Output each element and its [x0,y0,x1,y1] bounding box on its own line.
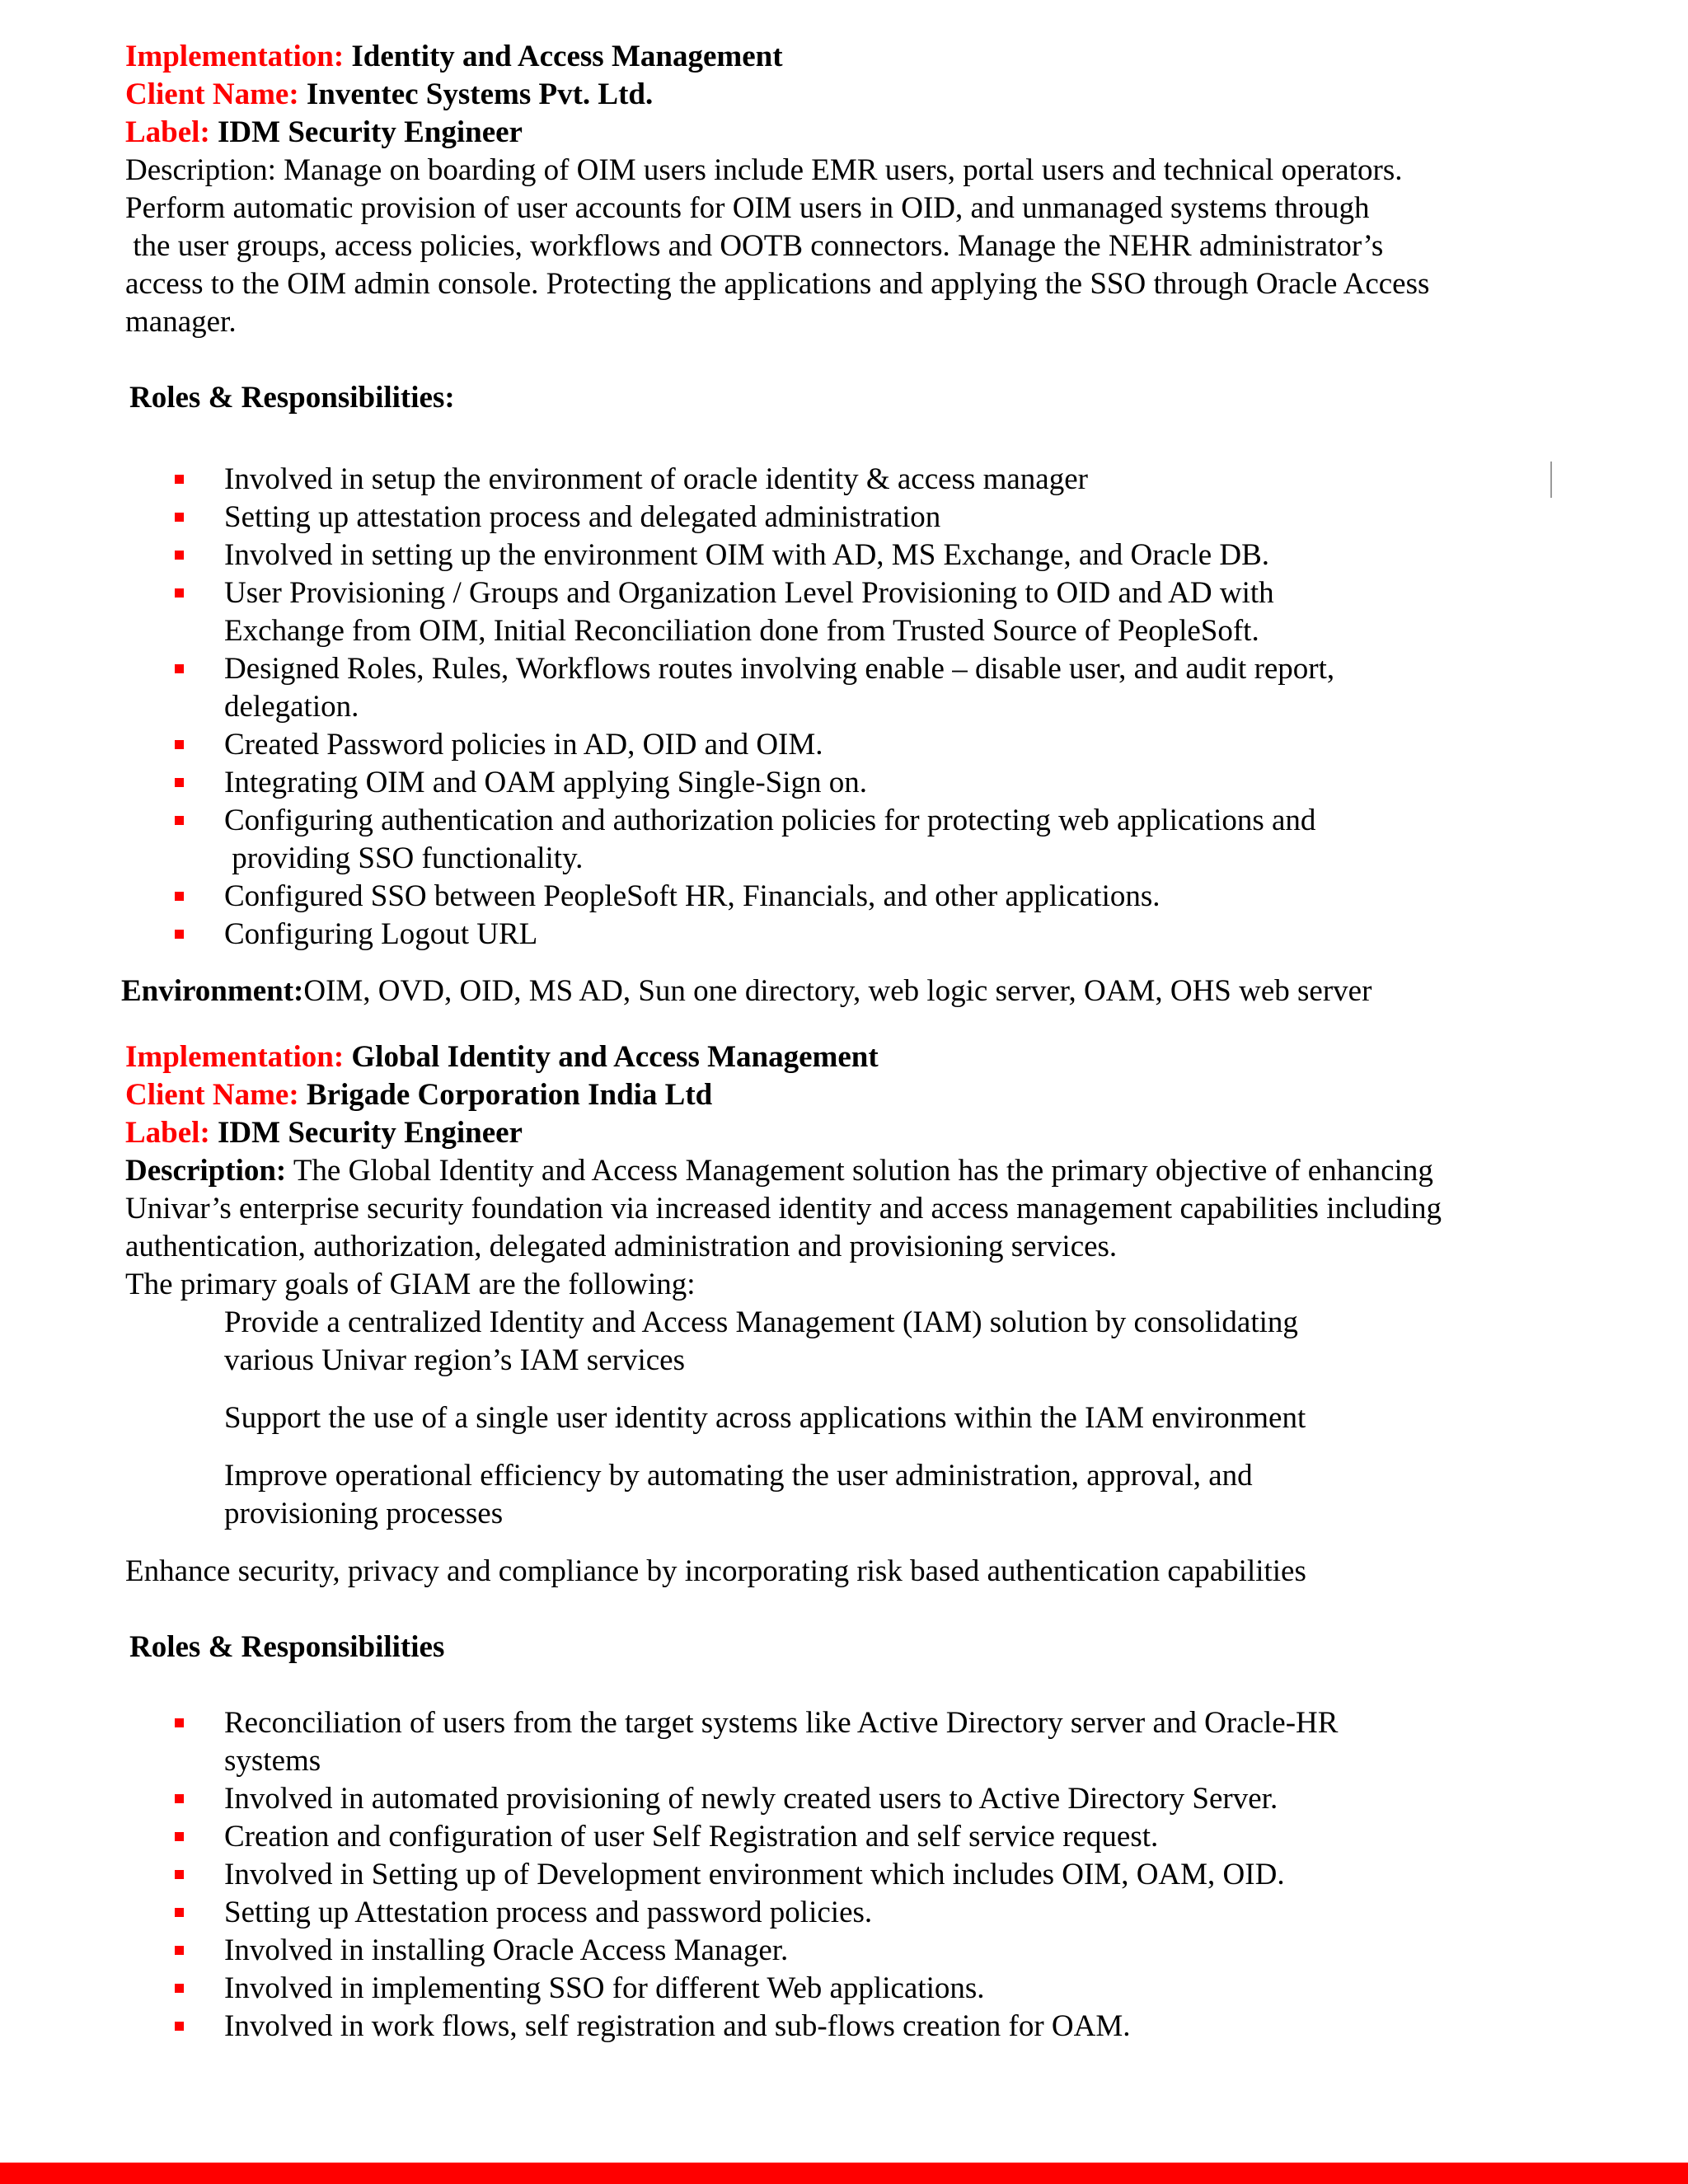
bullet-square-icon [175,475,184,484]
description-line: Perform automatic provision of user accounts for OIM users in OID, and unmanaged systems through [125,191,1370,225]
bullet-square-icon [175,588,184,598]
description-line: Univar’s enterprise security foundation via increased identity and access management capabilities including [125,1192,1442,1226]
client-line [125,76,1559,114]
list-item: Involved in work flows, self registration and sub-flows creation for OAM. [125,2008,1559,2046]
role-label: Label: [125,115,210,149]
description-line: the user groups, access policies, workflows and OOTB connectors. Manage the NEHR administrator’s [125,229,1384,263]
implementation-value: Global Identity and Access Management [351,1040,879,1074]
description-label: Description: [125,1154,287,1188]
bullet-square-icon [175,1718,184,1727]
list-item: Involved in automated provisioning of newly created users to Active Directory Server. [125,1780,1559,1818]
implementation-label: Implementation: [125,40,345,73]
description-line: access to the OIM admin console. Protecting the applications and applying the SSO through Oracle Access [125,267,1430,301]
list-item: Designed Roles, Rules, Workflows routes involving enable – disable user, and audit report, delegation. [125,650,1559,726]
list-item: Configuring Logout URL [125,916,1559,954]
client-value: Brigade Corporation India Ltd [306,1078,713,1112]
role-label: Label: [125,1116,210,1150]
bullet-square-icon [175,664,184,673]
role-value: IDM Security Engineer [218,1116,523,1150]
description-line: The Global Identity and Access Management solution has the primary objective of enhancing [286,1154,1433,1188]
list-item: Setting up attestation process and delegated administration [125,499,1559,537]
bullet-square-icon [175,892,184,901]
client-line [125,1076,1559,1114]
bullet-square-icon [175,1984,184,1993]
bullet-square-icon [175,513,184,522]
description-line: Description: Manage on boarding of OIM users include EMR users, portal users and technical operators. [125,153,1403,187]
bullet-square-icon [175,1794,184,1803]
implementation-line [125,1038,1559,1076]
roles-heading: Roles & Responsibilities [129,1630,445,1664]
implementation-value: Identity and Access Management [351,40,783,73]
bullet-square-icon [175,1908,184,1917]
list-item: Configuring authentication and authorization policies for protecting web applications and providing SSO functionality. [125,802,1559,878]
goal-item: Provide a centralized Identity and Access Management (IAM) solution by consolidating various Univar region’s IAM services [224,1305,1298,1377]
responsibilities-list [125,1704,1559,2046]
bullet-square-icon [175,551,184,560]
list-item: Configured SSO between PeopleSoft HR, Financials, and other applications. [125,878,1559,916]
bullet-square-icon [175,930,184,939]
text-cursor-mark [1550,462,1552,498]
client-value: Inventec Systems Pvt. Ltd. [306,77,654,111]
bullet-square-icon [175,1870,184,1879]
list-item: Involved in Setting up of Development environment which includes OIM, OAM, OID. [125,1856,1559,1894]
list-item: User Provisioning / Groups and Organization Level Provisioning to OID and AD with Exchange from OIM, Initial Reconciliation done from Trusted Source of PeopleSoft. [125,574,1559,650]
role-line [125,1114,1559,1152]
footer-accent-bar [0,2163,1688,2184]
bullet-square-icon [175,740,184,749]
environment-label: Environment: [121,974,304,1008]
goal-item: Improve operational efficiency by automating the user administration, approval, and provisioning processes [224,1459,1253,1530]
role-value: IDM Security Engineer [218,115,523,149]
bullet-square-icon [175,778,184,787]
description-line: manager. [125,305,237,339]
list-item: Integrating OIM and OAM applying Single-Sign on. [125,764,1559,802]
project1-description [125,152,1559,341]
list-item: Creation and configuration of user Self Registration and self service request. [125,1818,1559,1856]
implementation-label: Implementation: [125,1040,345,1074]
environment-value: OIM, OVD, OID, MS AD, Sun one directory, web logic server, OAM, OHS web server [303,974,1372,1008]
list-item: Created Password policies in AD, OID and OIM. [125,726,1559,764]
list-item: Involved in setting up the environment OIM with AD, MS Exchange, and Oracle DB. [125,537,1559,574]
list-item: Involved in implementing SSO for different Web applications. [125,1970,1559,2008]
list-item: Involved in setup the environment of oracle identity & access manager [125,461,1559,499]
responsibilities-list [125,461,1559,954]
goal-item: Support the use of a single user identity across applications within the IAM environment [224,1401,1306,1435]
description-line: authentication, authorization, delegated administration and provisioning services. [125,1230,1118,1263]
client-label: Client Name: [125,1078,299,1112]
project2-description [125,1152,1559,1304]
client-label: Client Name: [125,77,299,111]
list-item: Reconciliation of users from the target systems like Active Directory server and Oracle-HR systems [125,1704,1559,1780]
bullet-square-icon [175,2022,184,2031]
resume-page [121,38,1559,2046]
extra-goal: Enhance security, privacy and compliance by incorporating risk based authentication capabilities [125,1554,1306,1588]
bullet-square-icon [175,816,184,825]
implementation-line [125,38,1559,76]
list-item: Involved in installing Oracle Access Manager. [125,1932,1559,1970]
description-line: The primary goals of GIAM are the following: [125,1268,696,1301]
role-line [125,114,1559,152]
list-item: Setting up Attestation process and password policies. [125,1894,1559,1932]
environment-line [121,972,1559,1010]
bullet-square-icon [175,1946,184,1955]
roles-heading: Roles & Responsibilities: [129,381,455,415]
bullet-square-icon [175,1832,184,1841]
